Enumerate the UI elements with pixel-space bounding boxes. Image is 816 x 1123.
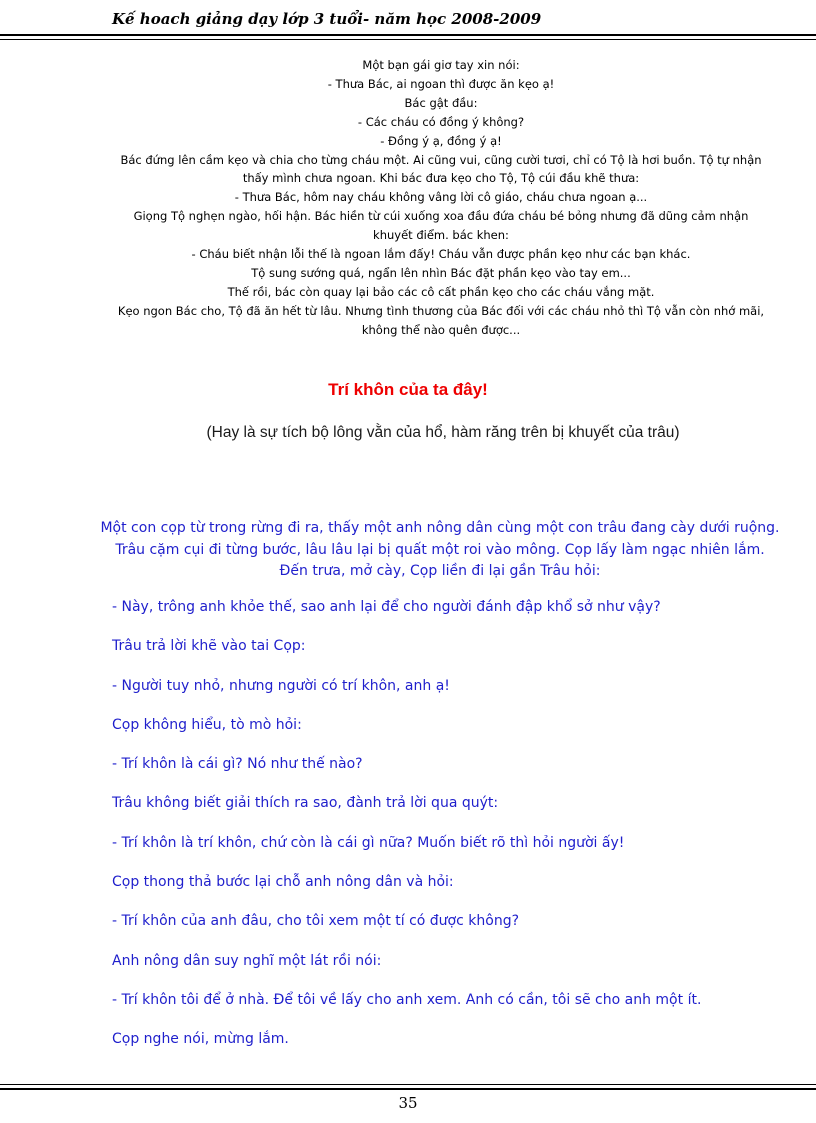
dialogue-line: - Trí khôn tôi để ở nhà. Để tôi về lấy cho anh xem. Anh có cần, tôi sẽ cho anh một ít.: [112, 991, 702, 1008]
story-line: Bác gật đầu:: [404, 95, 478, 110]
dialogue-line: Cọp nghe nói, mừng lắm.: [112, 1031, 289, 1048]
story-line: - Thưa Bác, hôm nay cháu không vâng lời cô giáo, cháu chưa ngoan ạ...: [234, 190, 648, 205]
dialogue-line: - Trí khôn là trí khôn, chứ còn là cái gì nữa? Muốn biết rõ thì hỏi người ấy!: [112, 834, 625, 851]
dialogue-line: - Này, trông anh khỏe thế, sao anh lại để cho người đánh đập khổ sở như vậy?: [112, 599, 661, 615]
story-subtitle: (Hay là sự tích bộ lông vằn của hổ, hàm răng trên bị khuyết của trâu): [206, 424, 680, 441]
story-line: - Thưa Bác, ai ngoan thì được ăn kẹo ạ!: [327, 76, 555, 91]
story-line: - Cháu biết nhận lỗi thế là ngoan lắm đấy! Cháu vẫn được phần kẹo như các bạn khác.: [191, 247, 691, 262]
dialogue-line: - Người tuy nhỏ, nhưng người có trí khôn, anh ạ!: [112, 677, 450, 694]
page-header-title: Kế hoach giảng dạy lớp 3 tuổi- năm học 2008-2009: [112, 10, 542, 28]
header-rule: [0, 34, 816, 36]
story-dialogue: [112, 597, 792, 1069]
dialogue-line: Anh nông dân suy nghĩ một lát rồi nói:: [112, 952, 382, 969]
story-paragraph: Bác đứng lên cầm kẹo và chia cho từng cháu một. Ai cũng vui, cũng cười tươi, chỉ có Tộ là hơi buồn. Tộ tự nhận thấy mình chưa ngoan. Khi bác đưa kẹo cho Tộ, Tộ cúi đầu khẽ thưa:: [120, 152, 762, 186]
story-section-1: [112, 56, 770, 340]
story-line: - Đồng ý ạ, đồng ý ạ!: [380, 133, 502, 148]
story-line: Một bạn gái giơ tay xin nói:: [362, 58, 520, 72]
footer-rule-thin: [0, 1084, 816, 1085]
footer-rule: [0, 1088, 816, 1090]
story-line: - Các cháu có đồng ý không?: [357, 114, 525, 129]
story-paragraph: Giọng Tộ nghẹn ngào, hối hận. Bác hiền từ cúi xuống xoa đầu đứa cháu bé bỏng nhưng đã dũng cảm nhận khuyết điểm. bác khen:: [133, 209, 749, 243]
dialogue-line: Cọp không hiểu, tò mò hỏi:: [112, 716, 302, 733]
header-rule-thin: [0, 39, 816, 40]
story-intro-paragraph: Một con cọp từ trong rừng đi ra, thấy một anh nông dân cùng một con trâu đang cày dưới ruộng. Trâu cặm cụi đi từng bước, lâu lâu lại bị quất một roi vào mông. Cọp lấy làm ngạc nhiên lắm. Đến trưa, mở cày, Cọp liền đi lại gần Trâu hỏi:: [100, 520, 780, 579]
story-line: Thế rồi, bác còn quay lại bảo các cô cất phần kẹo cho các cháu vắng mặt.: [227, 284, 655, 299]
story-title: Trí khôn của ta đây!: [328, 380, 488, 399]
dialogue-line: - Trí khôn là cái gì? Nó như thế nào?: [112, 756, 363, 773]
dialogue-line: - Trí khôn của anh đâu, cho tôi xem một tí có được không?: [112, 913, 520, 930]
story-line: Tộ sung sướng quá, ngẩn lên nhìn Bác đặt phần kẹo vào tay em...: [251, 265, 631, 280]
dialogue-line: Cọp thong thả bước lại chỗ anh nông dân và hỏi:: [112, 874, 454, 891]
dialogue-line: Trâu không biết giải thích ra sao, đành trả lời qua quýt:: [112, 795, 499, 812]
dialogue-line: Trâu trả lời khẽ vào tai Cọp:: [112, 638, 306, 655]
story-paragraph: Kẹo ngon Bác cho, Tộ đã ăn hết từ lâu. Nhưng tình thương của Bác đối với các cháu nhỏ thì Tộ vẫn còn nhớ mãi, không thể nào quên được...: [117, 303, 765, 337]
page-number: 35: [398, 1094, 418, 1112]
